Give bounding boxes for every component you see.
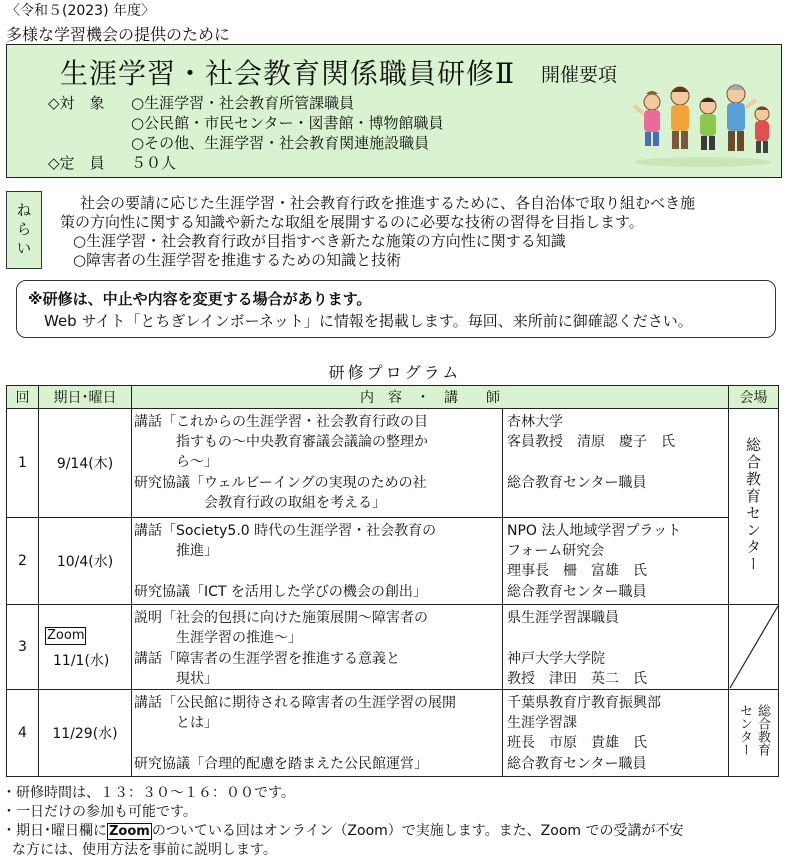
content-line: 講話「障害者の生涯学習を推進する意義と <box>134 651 400 667</box>
content-line: 講話「公民館に期待される障害者の生涯学習の展開 <box>134 695 456 711</box>
row-lecturer <box>503 518 729 605</box>
table-row <box>7 605 779 690</box>
person-icon <box>634 91 660 146</box>
nerai-text: 社会の要請に応じた生涯学習・社会教育行政を推進するために、各自治体で取り組むべき施 <box>80 194 696 212</box>
row-date: 11/29(水) <box>39 690 132 777</box>
nerai-text: 策の方向性に関する知識や新たな取組を展開するのに必要な技術の習得を目指します。 <box>60 213 644 231</box>
target-item: ○公民館・市民センター・図書館・博物館職員 <box>131 114 444 132</box>
table-header-row <box>7 386 779 409</box>
row-no: 3 <box>7 605 39 690</box>
row-date: 11/1(水) <box>53 653 110 669</box>
content-line: 研究協議「ICT を活用した学びの機会の創出」 <box>134 584 427 600</box>
content-line: 講話「これからの生涯学習・社会教育行政の目 <box>134 414 428 430</box>
row-no: 1 <box>7 409 39 518</box>
content-line: 指すもの～中央教育審議会議論の整理か <box>176 434 428 450</box>
kaisai-label: 開催要項 <box>541 64 618 86</box>
fiscal-year: 〈令和５(2023) 年度〉 <box>6 3 156 19</box>
program-table <box>6 385 779 777</box>
nerai-text: ○障害者の生涯学習を推進するための知識と技術 <box>73 251 402 269</box>
zoom-tag: Zoom <box>47 628 85 643</box>
table-row <box>7 409 779 518</box>
target-item: ○生涯学習・社会教育所管課職員 <box>131 94 355 112</box>
footnote-part: ・期日･曜日欄に <box>2 823 107 839</box>
footnote-part: のついている回はオンライン（Zoom）で実施します。また、Zoom での受講が不安 <box>151 823 684 839</box>
footnote <box>2 820 683 840</box>
row-date-cell <box>39 605 132 690</box>
venue-cell <box>729 690 779 777</box>
header-date: 期日･曜日 <box>39 386 132 409</box>
content-line: 会教育行政の取組を考える」 <box>204 495 386 511</box>
capacity-value: ５０人 <box>131 154 177 172</box>
person-icon <box>671 87 689 149</box>
row-content <box>132 690 503 777</box>
lecturer-line: 千葉県教育庁教育振興部 <box>507 695 661 711</box>
content-line: 研究協議「合理的配慮を踏まえた公民館運営」 <box>134 756 428 772</box>
content-line: 説明「社会的包摂に向けた施策展開～障害者の <box>134 610 428 626</box>
footnote: な方には、使用方法を事前に説明します。 <box>12 842 277 858</box>
content-line: とは」 <box>176 715 218 731</box>
person-icon <box>727 85 756 151</box>
person-icon <box>700 98 716 150</box>
lecturer-line: NPO 法人地域学習プラット <box>507 523 682 539</box>
lecturer-line: 総合教育センター職員 <box>507 756 647 772</box>
zoom-inline-tag: Zoom <box>109 824 150 839</box>
venue-cell <box>729 409 779 605</box>
lecturer-line: 総合教育センター職員 <box>507 475 647 491</box>
lecturer-line: 教授 津田 英二 氏 <box>507 671 647 687</box>
target-label: ◇対 象 <box>48 94 105 112</box>
lecturer-line: 生涯学習課 <box>507 715 577 731</box>
capacity-label: ◇定 員 <box>48 154 105 172</box>
row-lecturer <box>503 605 729 690</box>
venue-label-line: 総合教育 <box>755 704 770 756</box>
row-no: 4 <box>7 690 39 777</box>
page-title: 生涯学習・社会教育関係職員研修Ⅱ <box>60 57 516 90</box>
header-no: 回 <box>7 386 39 409</box>
header-venue: 会場 <box>729 386 779 409</box>
program-title: 研修プログラム <box>328 363 462 382</box>
people-illustration <box>630 70 776 176</box>
nerai-text: ○生涯学習・社会教育行政が目指すべき新たな施策の方向性に関する知識 <box>73 232 566 250</box>
footnote: ・一日だけの参加も可能です。 <box>2 804 197 820</box>
row-content <box>132 518 503 605</box>
lecturer-line: 客員教授 清原 慶子 氏 <box>507 434 675 450</box>
notice-line: Web サイト「とちぎレインボーネット」に情報を掲載します。毎回、来所前に御確認ください。 <box>44 312 693 330</box>
content-line: 推進」 <box>176 543 218 559</box>
content-line: 現状」 <box>176 671 218 687</box>
subtitle: 多様な学習機会の提供のために <box>6 25 231 44</box>
diagonal-line <box>729 605 779 689</box>
venue-label: 総合教育センター <box>744 436 762 573</box>
row-no: 2 <box>7 518 39 605</box>
lecturer-line: 総合教育センター職員 <box>507 584 647 600</box>
footnote: ・研修時間は、１３：３０～１６：００です。 <box>2 785 295 801</box>
content-line: 研究協議「ウェルビーイングの実現のための社 <box>134 475 427 491</box>
nerai-label: ねらい <box>6 191 42 269</box>
lecturer-line: 理事長 柵 富雄 氏 <box>507 563 647 579</box>
row-content <box>132 409 503 518</box>
lecturer-line: フォーム研究会 <box>507 543 605 559</box>
header-content: 内 容 ・ 講 師 <box>132 386 729 409</box>
row-lecturer <box>503 409 729 518</box>
venue-cell-empty <box>729 605 779 690</box>
content-line: 生涯学習の推進～」 <box>176 630 302 646</box>
content-line: ら～」 <box>176 454 218 470</box>
venue-label-line: センター <box>737 704 752 756</box>
person-icon <box>755 107 769 154</box>
row-lecturer <box>503 690 729 777</box>
lecturer-line: 神戸大学大学院 <box>507 651 605 667</box>
target-item: ○その他、生涯学習・社会教育関連施設職員 <box>131 134 430 152</box>
lecturer-line: 班長 市原 貴雄 氏 <box>507 735 647 751</box>
row-content <box>132 605 503 690</box>
table-row <box>7 690 779 777</box>
row-date: 9/14(木) <box>39 409 132 518</box>
notice-line: ※研修は、中止や内容を変更する場合があります。 <box>28 290 372 308</box>
row-date: 10/4(水) <box>39 518 132 605</box>
lecturer-line: 県生涯学習課職員 <box>507 610 619 626</box>
table-row <box>7 518 779 605</box>
content-line: 講話「Society5.0 時代の生涯学習・社会教育の <box>134 523 437 539</box>
lecturer-line: 杏林大学 <box>507 414 563 430</box>
